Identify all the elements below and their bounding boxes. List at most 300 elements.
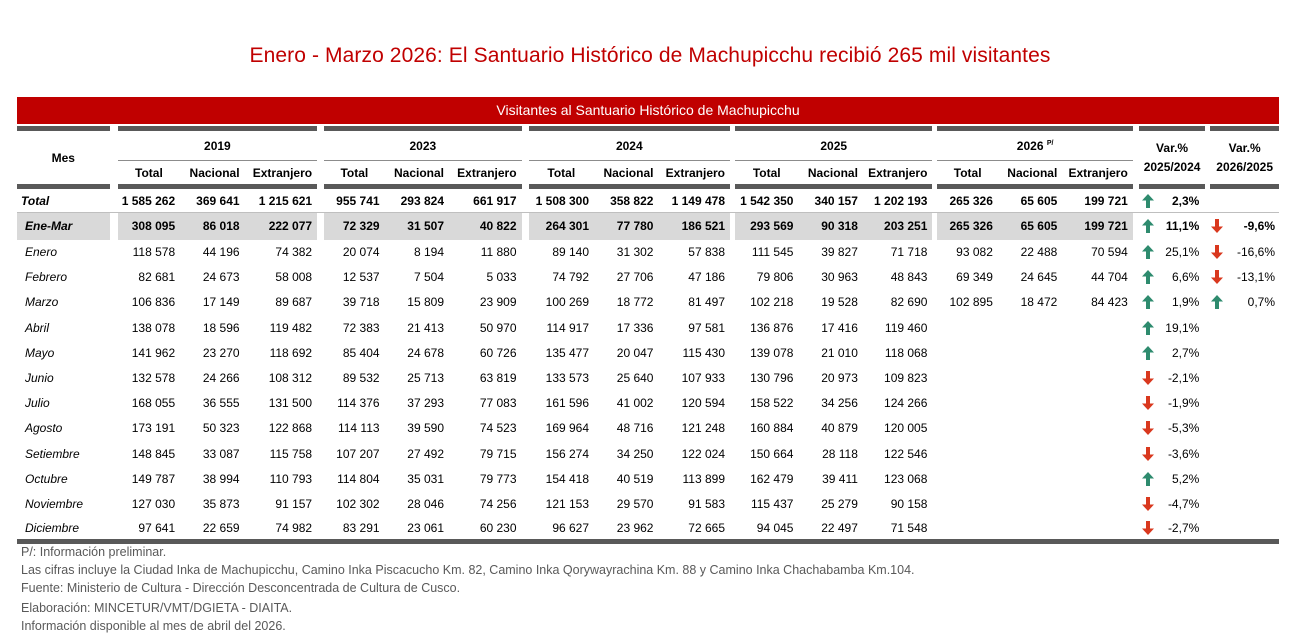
prelim-mark: P/ <box>1046 139 1054 147</box>
cell-2023-extranjero: 74 256 <box>479 496 517 511</box>
cell-2024-nacional: 25 640 <box>616 371 654 386</box>
table-row <box>17 315 1279 340</box>
cell-2024-total: 135 477 <box>545 345 590 360</box>
cell-2023-nacional: 24 678 <box>407 345 444 360</box>
cell-2025-extranjero: 1 202 193 <box>863 187 933 213</box>
table-row <box>17 416 1279 441</box>
cell-2025-nacional: 25 279 <box>821 496 858 511</box>
subheader-nacional: Nacional <box>385 161 449 187</box>
cell-2026-extranjero <box>1062 441 1133 466</box>
cell-2026-total <box>937 416 997 441</box>
cell-2025-extranjero: 119 460 <box>884 320 928 335</box>
cell-2024-total: 264 301 <box>529 213 594 240</box>
cell-2025-nacional: 21 010 <box>821 345 858 360</box>
subheader-total: Total <box>324 161 384 187</box>
cell-2026-nacional: 65 605 <box>998 187 1062 213</box>
var-value: -9,6% <box>1243 219 1275 234</box>
cell-2025-nacional: 28 118 <box>822 446 858 461</box>
month-label: Agosto <box>25 421 63 436</box>
cell-2025-nacional: 30 963 <box>821 270 858 285</box>
cell-2019-nacional: 23 270 <box>202 345 240 360</box>
cell-2024-nacional: 18 772 <box>616 295 654 310</box>
var-2026-2025 <box>1210 466 1279 491</box>
cell-2024-extranjero: 107 933 <box>681 371 725 386</box>
cell-2023-total: 72 383 <box>342 320 380 335</box>
cell-2019-extranjero: 118 692 <box>269 345 313 360</box>
var-2025-2024 <box>1139 340 1205 365</box>
cell-2023-total: 20 074 <box>342 245 380 260</box>
cell-2024-extranjero: 72 665 <box>658 517 730 542</box>
cell-2024-total: 154 418 <box>545 471 590 486</box>
cell-2023-total: 12 537 <box>342 270 380 285</box>
cell-2025-total: 162 479 <box>750 471 794 486</box>
cell-2024-extranjero: 91 583 <box>688 496 725 511</box>
subheader-extranjero: Extranjero <box>449 161 522 187</box>
cell-2024-total: 156 274 <box>545 446 590 461</box>
cell-2019-total: 308 095 <box>118 213 180 240</box>
cell-2026-extranjero <box>1062 365 1133 390</box>
var-value: -2,7% <box>1167 520 1200 535</box>
cell-2023-nacional: 39 590 <box>407 421 444 436</box>
cell-2023-extranjero: 79 715 <box>479 446 517 461</box>
table-row <box>17 466 1279 491</box>
table-row <box>17 187 1279 213</box>
cell-2024-nacional: 20 047 <box>616 345 654 360</box>
arrow-down-icon <box>1141 447 1155 461</box>
var-2025-2024 <box>1139 466 1205 491</box>
cell-2025-extranjero: 203 251 <box>863 213 933 240</box>
cell-2023-nacional: 31 507 <box>385 213 449 240</box>
cell-2026-extranjero: 44 704 <box>1091 270 1128 285</box>
month-label: Diciembre <box>17 517 110 542</box>
year-header-2025: 2025 <box>735 129 932 161</box>
arrow-up-icon <box>1141 194 1155 208</box>
month-label: Marzo <box>25 295 59 310</box>
cell-2019-extranjero: 110 793 <box>269 471 313 486</box>
cell-2025-total: 158 522 <box>750 396 794 411</box>
cell-2023-total: 114 804 <box>337 471 380 486</box>
cell-2023-total: 72 329 <box>324 213 384 240</box>
var-value: 2,7% <box>1171 345 1200 360</box>
arrow-up-icon <box>1141 245 1155 259</box>
subheader-extranjero: Extranjero <box>245 161 318 187</box>
table-row <box>17 265 1279 290</box>
var-header-2026-2025: Var.% 2026/2025 <box>1210 129 1279 187</box>
month-label: Total <box>17 187 110 213</box>
cell-2019-extranjero: 119 482 <box>269 320 313 335</box>
cell-2024-nacional: 29 570 <box>616 496 654 511</box>
var-2026-2025 <box>1210 213 1279 240</box>
cell-2025-extranjero: 71 718 <box>890 245 928 260</box>
cell-2024-total: 169 964 <box>545 421 590 436</box>
cell-2025-total: 150 664 <box>750 446 794 461</box>
cell-2024-nacional: 17 336 <box>616 320 654 335</box>
cell-2024-extranjero: 47 186 <box>688 270 725 285</box>
cell-2025-total: 94 045 <box>735 517 798 542</box>
var-2025-2024 <box>1139 365 1205 390</box>
cell-2026-total: 93 082 <box>956 245 993 260</box>
var-value: 2,3% <box>1171 193 1200 208</box>
cell-2025-nacional: 39 827 <box>821 245 858 260</box>
cell-2026-extranjero <box>1062 517 1133 542</box>
cell-2024-nacional: 41 002 <box>616 396 654 411</box>
cell-2024-total: 96 627 <box>529 517 594 542</box>
arrow-up-icon <box>1141 270 1155 284</box>
cell-2024-nacional: 358 822 <box>594 187 658 213</box>
note-availability: Información disponible al mes de abril del 2026. <box>21 619 286 633</box>
cell-2019-nacional: 50 323 <box>202 421 240 436</box>
cell-2023-extranjero: 23 909 <box>479 295 517 310</box>
cell-2023-extranjero: 79 773 <box>479 471 517 486</box>
month-label: Ene-Mar <box>17 213 110 240</box>
cell-2019-extranjero: 74 982 <box>245 517 318 542</box>
cell-2024-total: 114 917 <box>546 320 590 335</box>
cell-2019-total: 138 078 <box>131 320 176 335</box>
var-2026-2025 <box>1210 416 1279 441</box>
cell-2019-total: 173 191 <box>131 421 176 436</box>
cell-2023-nacional: 28 046 <box>407 496 444 511</box>
cell-2026-total: 265 326 <box>937 187 997 213</box>
cell-2023-nacional: 21 413 <box>407 320 444 335</box>
cell-2019-nacional: 86 018 <box>180 213 244 240</box>
cell-2026-extranjero: 199 721 <box>1062 187 1133 213</box>
arrow-down-icon <box>1210 270 1224 284</box>
cell-2023-extranjero: 63 819 <box>479 371 517 386</box>
cell-2025-extranjero: 48 843 <box>890 270 928 285</box>
cell-2019-total: 168 055 <box>131 396 176 411</box>
cell-2023-total: 89 532 <box>342 371 380 386</box>
var-value: 19,1% <box>1165 320 1200 335</box>
cell-2026-nacional: 18 472 <box>1020 295 1058 310</box>
month-label: Octubre <box>25 471 68 486</box>
var-value: 6,6% <box>1171 270 1200 285</box>
cell-2026-nacional <box>998 441 1062 466</box>
var-2025-2024 <box>1139 265 1205 290</box>
var-2025-2024 <box>1139 391 1205 416</box>
cell-2023-nacional: 25 713 <box>407 371 444 386</box>
var-2025-2024 <box>1139 213 1205 240</box>
cell-2019-extranjero: 58 008 <box>275 270 313 285</box>
var-2025-2024 <box>1139 187 1205 213</box>
month-label: Abril <box>25 320 50 335</box>
arrow-down-icon <box>1210 245 1224 259</box>
cell-2026-nacional <box>998 340 1062 365</box>
subheader-extranjero: Extranjero <box>863 161 933 187</box>
cell-2024-total: 89 140 <box>552 245 590 260</box>
cell-2023-total: 107 207 <box>336 446 380 461</box>
cell-2025-extranjero: 90 158 <box>890 496 928 511</box>
cell-2026-nacional <box>998 391 1062 416</box>
cell-2025-total: 160 884 <box>750 421 794 436</box>
var-value: 11,1% <box>1165 219 1200 234</box>
cell-2025-total: 102 218 <box>750 295 794 310</box>
table-row <box>17 340 1279 365</box>
cell-2025-nacional: 22 497 <box>798 517 862 542</box>
cell-2025-extranjero: 120 005 <box>884 421 928 436</box>
cell-2019-extranjero: 74 382 <box>275 245 313 260</box>
cell-2026-nacional <box>998 365 1062 390</box>
var-2026-2025 <box>1210 265 1279 290</box>
note-elaboration: Elaboración: MINCETUR/VMT/DGIETA - DIAITA. <box>21 601 293 615</box>
table-row <box>17 441 1279 466</box>
cell-2019-nacional: 35 873 <box>202 496 240 511</box>
subheader-total: Total <box>529 161 594 187</box>
cell-2026-nacional: 22 488 <box>1020 245 1058 260</box>
cell-2025-nacional: 20 973 <box>821 371 858 386</box>
cell-2023-extranjero: 77 083 <box>479 396 517 411</box>
arrow-up-icon <box>1141 472 1155 486</box>
table-banner: Visitantes al Santuario Histórico de Machupicchu <box>17 97 1279 124</box>
cell-2019-total: 82 681 <box>138 270 176 285</box>
month-label: Mayo <box>25 345 55 360</box>
cell-2024-extranjero: 97 581 <box>688 320 725 335</box>
cell-2024-total: 1 508 300 <box>529 187 594 213</box>
cell-2019-nacional: 44 196 <box>202 245 240 260</box>
cell-2023-total: 39 718 <box>342 295 380 310</box>
cell-2026-extranjero: 84 423 <box>1091 295 1128 310</box>
var-2026-2025 <box>1210 340 1279 365</box>
cell-2026-extranjero <box>1062 340 1133 365</box>
subheader-total: Total <box>735 161 798 187</box>
cell-2019-extranjero: 1 215 621 <box>245 187 318 213</box>
cell-2023-nacional: 8 194 <box>413 245 444 260</box>
cell-2019-extranjero: 131 500 <box>268 396 313 411</box>
cell-2024-nacional: 48 716 <box>616 421 654 436</box>
month-label: Noviembre <box>25 496 84 511</box>
arrow-down-icon <box>1141 396 1155 410</box>
var-value: 1,9% <box>1171 295 1200 310</box>
var-2026-2025 <box>1210 391 1279 416</box>
cell-2025-extranjero: 71 548 <box>863 517 933 542</box>
cell-2023-nacional: 27 492 <box>407 446 444 461</box>
cell-2019-total: 118 578 <box>132 245 176 260</box>
table-row <box>17 213 1279 240</box>
cell-2026-total <box>937 340 997 365</box>
cell-2026-extranjero <box>1062 466 1133 491</box>
cell-2024-extranjero: 186 521 <box>658 213 730 240</box>
cell-2026-extranjero <box>1062 491 1133 516</box>
cell-2024-total: 74 792 <box>552 270 590 285</box>
cell-2023-extranjero: 40 822 <box>449 213 522 240</box>
cell-2019-total: 1 585 262 <box>118 187 180 213</box>
cell-2019-total: 148 845 <box>131 446 176 461</box>
cell-2026-total <box>937 315 997 340</box>
cell-2019-nacional: 38 994 <box>202 471 240 486</box>
cell-2024-total: 121 153 <box>545 496 590 511</box>
cell-2019-nacional: 369 641 <box>180 187 244 213</box>
cell-2024-extranjero: 81 497 <box>688 295 725 310</box>
cell-2024-total: 100 269 <box>545 295 590 310</box>
cell-2019-nacional: 22 659 <box>180 517 244 542</box>
cell-2019-extranjero: 91 157 <box>275 496 313 511</box>
arrow-up-icon <box>1210 295 1224 309</box>
cell-2024-extranjero: 120 594 <box>681 396 725 411</box>
cell-2023-nacional: 7 504 <box>413 270 444 285</box>
var-value: -5,3% <box>1167 421 1200 436</box>
var-value: 0,7% <box>1247 295 1275 310</box>
year-header-2023: 2023 <box>324 129 521 161</box>
cell-2019-total: 127 030 <box>131 496 176 511</box>
cell-2019-nacional: 17 149 <box>202 295 240 310</box>
cell-2023-total: 114 113 <box>337 421 380 436</box>
cell-2023-total: 102 302 <box>336 496 380 511</box>
cell-2026-extranjero <box>1062 391 1133 416</box>
cell-2026-nacional: 65 605 <box>998 213 1062 240</box>
cell-2025-total: 115 437 <box>750 496 794 511</box>
note-source: Fuente: Ministerio de Cultura - Dirección Desconcentrada de Cultura de Cusco. <box>21 581 461 595</box>
year-header-2019: 2019 <box>118 129 317 161</box>
cell-2025-nacional: 340 157 <box>798 187 862 213</box>
cell-2023-extranjero: 74 523 <box>479 421 517 436</box>
table-row <box>17 391 1279 416</box>
subheader-extranjero: Extranjero <box>1062 161 1133 187</box>
cell-2026-nacional <box>998 466 1062 491</box>
var-value: -3,6% <box>1167 446 1200 461</box>
cell-2019-total: 149 787 <box>131 471 176 486</box>
arrow-up-icon <box>1141 321 1155 335</box>
cell-2023-nacional: 35 031 <box>407 471 444 486</box>
cell-2019-nacional: 36 555 <box>202 396 240 411</box>
cell-2023-total: 85 404 <box>342 345 380 360</box>
table-row <box>17 517 1279 542</box>
cell-2023-extranjero: 60 726 <box>479 345 517 360</box>
cell-2023-nacional: 37 293 <box>407 396 444 411</box>
cell-2026-extranjero <box>1062 315 1133 340</box>
table-row <box>17 365 1279 390</box>
cell-2026-total <box>937 466 997 491</box>
cell-2026-extranjero: 70 594 <box>1091 245 1128 260</box>
cell-2025-total: 293 569 <box>735 213 798 240</box>
var-value: -4,7% <box>1167 496 1200 511</box>
month-label: Setiembre <box>25 446 80 461</box>
cell-2023-extranjero: 11 880 <box>480 245 517 260</box>
cell-2026-total <box>937 491 997 516</box>
cell-2019-extranjero: 222 077 <box>245 213 318 240</box>
cell-2019-total: 97 641 <box>118 517 180 542</box>
cell-2024-nacional: 34 250 <box>616 446 654 461</box>
var-value: -1,9% <box>1167 396 1200 411</box>
cell-2025-total: 136 876 <box>750 320 794 335</box>
subheader-nacional: Nacional <box>594 161 658 187</box>
cell-2025-total: 79 806 <box>756 270 794 285</box>
cell-2024-total: 161 596 <box>545 396 590 411</box>
cell-2023-nacional: 293 824 <box>385 187 449 213</box>
cell-2023-total: 955 741 <box>324 187 384 213</box>
cell-2024-extranjero: 1 149 478 <box>658 187 730 213</box>
cell-2019-nacional: 33 087 <box>202 446 240 461</box>
cell-2026-total: 69 349 <box>956 270 993 285</box>
var-2026-2025 <box>1210 315 1279 340</box>
cell-2023-nacional: 15 809 <box>407 295 444 310</box>
var-2026-2025 <box>1210 491 1279 516</box>
arrow-down-icon <box>1141 521 1155 535</box>
cell-2024-nacional: 77 780 <box>594 213 658 240</box>
cell-2025-extranjero: 123 068 <box>884 471 928 486</box>
var-2026-2025 <box>1210 290 1279 315</box>
arrow-down-icon <box>1141 371 1155 385</box>
table-row <box>17 491 1279 516</box>
cell-2019-total: 141 962 <box>131 345 176 360</box>
cell-2025-nacional: 17 416 <box>821 320 858 335</box>
table-row <box>17 290 1279 315</box>
cell-2026-extranjero: 199 721 <box>1062 213 1133 240</box>
cell-2024-nacional: 40 519 <box>616 471 654 486</box>
cell-2019-nacional: 24 673 <box>202 270 240 285</box>
var-2025-2024 <box>1139 416 1205 441</box>
note-prelim: P/: Información preliminar. <box>21 545 167 559</box>
cell-2026-total <box>937 517 997 542</box>
month-label: Febrero <box>25 270 68 285</box>
cell-2023-extranjero: 60 230 <box>449 517 522 542</box>
cell-2023-total: 83 291 <box>324 517 384 542</box>
cell-2026-total: 265 326 <box>937 213 997 240</box>
mes-header: Mes <box>17 129 110 187</box>
arrow-up-icon <box>1141 295 1155 309</box>
cell-2024-nacional: 27 706 <box>616 270 654 285</box>
footnotes <box>21 543 1121 635</box>
var-2025-2024 <box>1139 240 1205 265</box>
cell-2019-extranjero: 108 312 <box>268 371 313 386</box>
cell-2024-nacional: 23 962 <box>594 517 658 542</box>
var-2025-2024 <box>1139 441 1205 466</box>
subheader-extranjero: Extranjero <box>658 161 730 187</box>
cell-2025-nacional: 34 256 <box>821 396 858 411</box>
var-value: 25,1% <box>1165 245 1200 260</box>
cell-2026-nacional <box>998 315 1062 340</box>
cell-2025-nacional: 90 318 <box>798 213 862 240</box>
cell-2026-total: 102 895 <box>949 295 993 310</box>
cell-2026-total <box>937 441 997 466</box>
cell-2026-nacional <box>998 416 1062 441</box>
note-coverage: Las cifras incluye la Ciudad Inka de Machupicchu, Camino Inka Piscacucho Km. 82, Camino Inka Qorywayrachina Km. 88 y Camino Inka Chachabamba Km.104. <box>21 563 915 577</box>
cell-2025-total: 130 796 <box>750 371 794 386</box>
cell-2026-total <box>937 365 997 390</box>
var-2025-2024 <box>1139 517 1205 542</box>
month-label: Julio <box>25 396 50 411</box>
visitors-table <box>17 126 1279 544</box>
cell-2019-extranjero: 115 758 <box>269 446 313 461</box>
cell-2024-nacional: 31 302 <box>616 245 654 260</box>
subheader-nacional: Nacional <box>180 161 244 187</box>
cell-2019-nacional: 24 266 <box>202 371 240 386</box>
arrow-down-icon <box>1141 421 1155 435</box>
arrow-up-icon <box>1141 346 1155 360</box>
var-2026-2025 <box>1210 365 1279 390</box>
cell-2019-extranjero: 89 687 <box>275 295 313 310</box>
cell-2025-extranjero: 109 823 <box>884 371 928 386</box>
var-2026-2025 <box>1210 441 1279 466</box>
var-value: -13,1% <box>1236 270 1275 285</box>
month-label: Enero <box>25 245 58 260</box>
var-header-2025-2024: Var.% 2025/2024 <box>1139 129 1205 187</box>
var-2025-2024 <box>1139 315 1205 340</box>
var-2025-2024 <box>1139 290 1205 315</box>
cell-2024-extranjero: 122 024 <box>681 446 725 461</box>
cell-2019-extranjero: 122 868 <box>268 421 313 436</box>
cell-2023-nacional: 23 061 <box>385 517 449 542</box>
cell-2025-nacional: 19 528 <box>821 295 858 310</box>
subheader-nacional: Nacional <box>798 161 862 187</box>
cell-2025-total: 1 542 350 <box>735 187 798 213</box>
month-label: Junio <box>25 371 54 386</box>
cell-2025-nacional: 40 879 <box>821 421 858 436</box>
year-header-2024: 2024 <box>529 129 730 161</box>
cell-2024-extranjero: 121 248 <box>681 421 725 436</box>
cell-2025-extranjero: 82 690 <box>890 295 928 310</box>
page-title: Enero - Marzo 2026: El Santuario Histórico de Machupicchu recibió 265 mil visitantes <box>249 44 1051 67</box>
arrow-up-icon <box>1141 219 1155 233</box>
table-row <box>17 240 1279 265</box>
